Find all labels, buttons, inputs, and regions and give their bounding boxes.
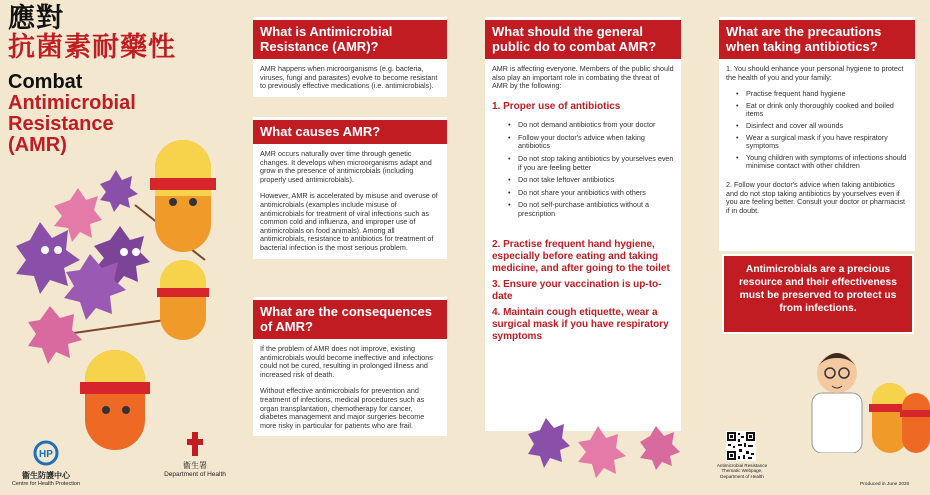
germ-icon: [64, 254, 126, 320]
precautions-bullets: [734, 90, 908, 171]
consequences-para-1: If the problem of AMR does not improve, existing antimicrobials would become ineffective and infections could not be cured, resulting in prolonged illness and increased risk of death.: [260, 344, 433, 379]
bullet-item: • Do not share your antibiotics with others: [506, 189, 674, 198]
bullet-item: • Eat or drink only thoroughly cooked and boiled items: [734, 102, 908, 119]
germ-battle-illustration: [0, 120, 250, 450]
causes-body: [253, 144, 447, 259]
public-item-3: 3. Ensure your vaccination is up-to-date: [492, 278, 662, 303]
chp-name-zh: 衞生防護中心: [22, 471, 70, 480]
doctor-illustration: [790, 338, 930, 453]
chp-logo-icon: [29, 440, 63, 466]
germ-icon: [640, 426, 680, 470]
consequences-body: [253, 339, 447, 436]
doh-name-en: Department of Health: [164, 471, 226, 478]
what-is-amr-body: [253, 59, 447, 97]
causes-heading: What causes AMR?: [253, 117, 447, 144]
section-causes: [253, 117, 447, 259]
bullet-item: • Follow your doctor's advice when taking antibiotics: [506, 134, 674, 151]
capsule-warrior-icon: [900, 393, 930, 453]
doctor-icon: [812, 353, 862, 453]
title-zh-line1: 應對: [8, 3, 64, 34]
capsule-warrior-icon: [150, 140, 216, 252]
bullet-item: • Do not stop taking antibiotics by yourselves even if you are feeling better: [506, 155, 674, 172]
public-actions-body: [485, 59, 681, 431]
title-zh-line2: 抗菌素耐藥性: [8, 32, 176, 63]
title-en-line1: Combat: [8, 71, 83, 93]
germ-icon: [578, 426, 626, 478]
what-is-amr-heading: What is Antimicrobial Resistance (AMR)?: [253, 17, 447, 59]
causes-para-1: AMR occurs naturally over time through genetic changes. It develops when microorganisms adapt and grow in the presence of antimicrobials (including properly used antimicrobials).: [260, 149, 432, 184]
qr-code-icon[interactable]: [726, 431, 756, 461]
germ-icon: [528, 418, 570, 468]
consequences-heading: What are the consequences of AMR?: [253, 297, 447, 339]
public-item-1: 1. Proper use of antibiotics: [492, 100, 621, 112]
germ-icon: [28, 306, 82, 364]
svg-text:HP: HP: [39, 449, 53, 460]
doh-logo-block: [160, 432, 230, 479]
doh-logo-icon: [187, 432, 203, 456]
public-item-4: 4. Maintain cough etiquette, wear a surgical mask if you have respiratory symptoms: [492, 306, 669, 343]
precautions-heading: What are the precautions when taking antibiotics?: [719, 17, 915, 59]
qr-caption: [708, 463, 776, 479]
callout-text: Antimicrobials are a precious resource and their effectiveness must be preserved to protect us from infections.: [739, 264, 897, 314]
germ-icon: [100, 170, 138, 212]
section-consequences: [253, 297, 447, 436]
chp-name-en: Centre for Health Protection: [11, 481, 81, 487]
section-what-is-amr: [253, 17, 447, 97]
qr-caption-line3: Department of Health: [720, 473, 764, 479]
public-item-2: 2. Practise frequent hand hygiene, especially before eating and taking medicine, and after going to the toilet: [492, 238, 670, 275]
precautions-point-2: 2. Follow your doctor's advice when taking antibiotics and do not stop taking antibiotics by yourselves even if you are feeling better. Consult your doctor or pharmacist if in doubt.: [726, 179, 905, 215]
public-actions-heading: What should the general public do to combat AMR?: [485, 17, 681, 59]
qr-caption-line1: Antimicrobial Resistance: [716, 463, 768, 468]
public-item-1-bullets: [506, 121, 674, 218]
section-public-actions: [485, 17, 681, 431]
capsule-warrior-icon: [80, 350, 150, 450]
title-en-line3: Resistance: [8, 113, 114, 135]
qr-caption-line2: Thematic Webpage,: [721, 468, 763, 474]
doh-name-zh: 衞生署: [183, 461, 207, 470]
precautions-point-1: 1. You should enhance your personal hygiene to protect the health of you and your family:: [726, 64, 904, 82]
consequences-para-2: Without effective antimicrobials for prevention and treatment of infections, medical procedures such as organ transplantation, chemotherapy for cancer, diabetes management and major surgeries become more risky in particular for patients who are frail.: [260, 386, 425, 430]
spear-icon: [60, 320, 165, 335]
bullet-item: • Do not demand antibiotics from your doctor: [506, 121, 674, 130]
capsule-warrior-icon: [157, 260, 209, 340]
precautions-body: [719, 59, 915, 251]
title-en-line2: Antimicrobial: [8, 92, 136, 114]
bullet-item: • Young children with symptoms of infections should minimise contact with other children: [734, 154, 908, 171]
bullet-item: • Do not take leftover antibiotics: [506, 176, 674, 185]
bullet-item: • Do not self-purchase antibiotics without a prescription: [506, 201, 674, 218]
callout-banner: [722, 254, 914, 334]
chp-logo-block: [6, 440, 86, 488]
title-en-line4: (AMR): [8, 134, 67, 156]
bullet-item: • Disinfect and cover all wounds: [734, 122, 908, 131]
bottom-germs-illustration: [520, 400, 700, 490]
what-is-amr-text: AMR happens when microorganisms (e.g. bacteria, viruses, fungi and parasites) evolve to become resistant to previously effective medications (i.e. antimicrobials).: [260, 64, 438, 91]
public-actions-intro: AMR is affecting everyone. Members of the public should also play an important role in combating the threat of AMR by the following:: [492, 64, 674, 91]
causes-para-2: However, AMR is accelerated by misuse and overuse of antimicrobials (examples include misuse of antimicrobials for treatment of viral infections such as common cold and influenza, and improper use of antimicrobials on food animals). Among all antimicrobials, resistance to antibiotics for treatment of bacterial infection is the most serious problem.: [260, 191, 438, 252]
bullet-item: • Wear a surgical mask if you have respiratory symptoms: [734, 134, 908, 151]
bullet-item: • Practise frequent hand hygiene: [734, 90, 908, 99]
produced-date: Produced in June 2020: [860, 482, 910, 487]
section-precautions: [719, 17, 915, 251]
